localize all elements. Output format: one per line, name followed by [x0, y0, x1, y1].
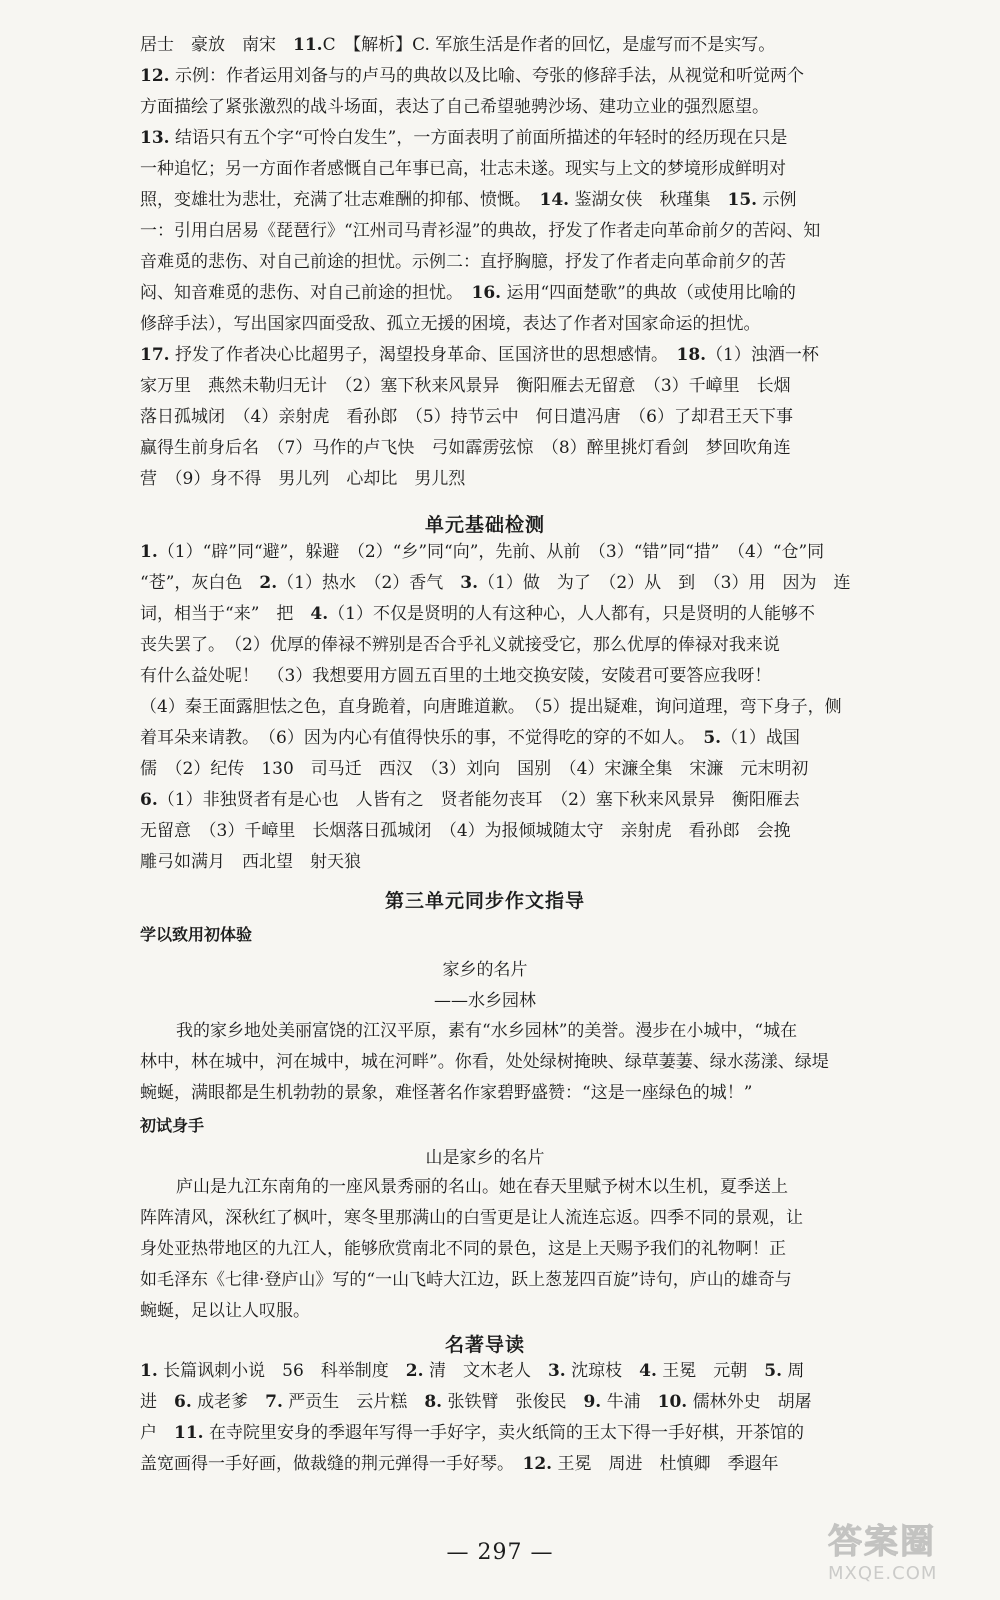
answers-block-unit-test [140, 537, 851, 878]
text-line: 赢得生前身后名 （7）马作的卢飞快 弓如霹雳弦惊 （8）醉里挑灯看剑 梦回吹角连 [140, 438, 791, 458]
text-line: “苍”，灰白色 2.（1）热水 （2）香气 3.（1）做 为了 （2）从 到 （3）用 因为 连 [140, 573, 851, 593]
heading-writing-guide: 第三单元同步作文指导 [384, 890, 585, 912]
subheading-try: 初试身手 [140, 1116, 205, 1135]
text-line: 一种追忆；另一方面作者感慨自己年事已高，壮志未遂。现实与上文的梦境形成鲜明对 [140, 159, 786, 179]
text-line: 盖宽画得一手好画，做裁缝的荆元弹得一手好琴。 12. 王冕 周进 杜慎卿 季遐年 [140, 1454, 779, 1474]
text-line: 进 6. 成老爹 7. 严贡生 云片糕 8. 张铁臂 张俊民 9. 牛浦 10. 儒林外史 胡屠 [140, 1392, 812, 1412]
heading-classics: 名著导读 [444, 1334, 525, 1356]
text-line: 阵阵清风，深秋红了枫叶，寒冬里那满山的白雪更是让人流连忘返。四季不同的景观，让 [140, 1208, 803, 1228]
text-line: 照，变雄壮为悲壮，充满了壮志难酬的抑郁、愤慨。 14. 鉴湖女侠 秋瑾集 15. 示例 [140, 190, 797, 210]
text-line: 我的家乡地处美丽富饶的江汉平原，素有“水乡园林”的美誉。漫步在小城中，“城在 [176, 1021, 798, 1041]
text-line: 13. 结语只有五个字“可怜白发生”，一方面表明了前面所描述的年轻时的经历现在只是 [140, 128, 788, 148]
text-line: 修辞手法），写出国家四面受敌、孤立无援的困境，表达了作者对国家命运的担忧。 [140, 314, 761, 334]
text-line: （4）秦王面露胆怯之色，直身跪着，向唐雎道歉。 （5）提出疑难，询问道理，弯下身子，侧 [140, 697, 842, 717]
text-line: 1.（1）“辟”同“避”，躲避 （2）“乡”同“向”，先前、从前 （3）“错”同“措” （4）“仓”同 [140, 542, 825, 562]
text-line: 林中，林在城中，河在城中，城在河畔”。你看，处处绿树掩映、绿草萋萋、绿水荡漾、绿堤 [140, 1052, 829, 1072]
watermark-text: 答案圈 [828, 1522, 936, 1562]
text-line: 音难觅的悲伤、对自己前途的担忧。示例二：直抒胸臆，抒发了作者走向革命前夕的苦 [140, 252, 786, 272]
subheading-apply: 学以致用初体验 [140, 925, 253, 944]
text-line: 蜿蜒，满眼都是生机勃勃的景象，难怪著名作家碧野盛赞：“这是一座绿色的城！” [140, 1083, 753, 1103]
heading-unit-test: 单元基础检测 [424, 514, 545, 536]
watermark-logo [828, 1514, 978, 1582]
text-line: 蜿蜒，足以让人叹服。 [140, 1301, 310, 1321]
text-line: 17. 抒发了作者决心比超男子，渴望投身革命、匡国济世的思想感情。 18.（1）浊酒一杯 [140, 345, 819, 365]
text-line: 家万里 燕然未勒归无计 （2）塞下秋来风景异 衡阳雁去无留意 （3）千嶂里 长烟 [140, 376, 791, 396]
essay1-subtitle: ——水乡园林 [434, 991, 536, 1011]
text-line: 一：引用白居易《琵琶行》“江州司马青衫湿”的典故，抒发了作者走向革命前夕的苦闷、知 [140, 221, 821, 241]
text-line: 词，相当于“来” 把 4.（1）不仅是贤明的人有这种心，人人都有，只是贤明的人能够不 [140, 604, 815, 624]
essay1-body [140, 1016, 830, 1109]
answers-block-classics [140, 1356, 830, 1480]
text-line: 方面描绘了紧张激烈的战斗场面，表达了自己希望驰骋沙场、建功立业的强烈愿望。 [140, 97, 769, 117]
text-line: 雕弓如满月 西北望 射天狼 [140, 852, 361, 872]
essay1-title: 家乡的名片 [442, 960, 528, 980]
text-line: 庐山是九江东南角的一座风景秀丽的名山。她在春天里赋予树木以生机，夏季送上 [176, 1177, 788, 1197]
text-line: 身处亚热带地区的九江人，能够欣赏南北不同的景色，这是上天赐予我们的礼物啊！正 [140, 1239, 786, 1259]
text-line: 无留意 （3）千嶂里 长烟落日孤城闭 （4）为报倾城随太守 亲射虎 看孙郎 会挽 [140, 821, 791, 841]
text-line: 6.（1）非独贤者有是心也 人皆有之 贤者能勿丧耳 （2）塞下秋来风景异 衡阳雁去 [140, 790, 800, 810]
text-line: 户 11. 在寺院里安身的季遐年写得一手好字，卖火纸筒的王太下得一手好棋，开茶馆的 [140, 1423, 804, 1443]
essay2-body [140, 1172, 830, 1327]
watermark-url: MXQE.COM [828, 1563, 938, 1584]
page-number: — 297 — [446, 1540, 554, 1565]
answers-block-unit3 [140, 30, 830, 495]
text-line: 闷、知音难觅的悲伤、对自己前途的担忧。 16. 运用“四面楚歌”的典故（或使用比喻的 [140, 283, 796, 303]
text-line: 儒 （2）纪传 130 司马迁 西汉 （3）刘向 国别 （4）宋濂全集 宋濂 元末明初 [140, 759, 809, 779]
text-line: 如毛泽东《七律·登庐山》写的“一山飞峙大江边，跃上葱茏四百旋”诗句，庐山的雄奇与 [140, 1270, 792, 1290]
text-line: 有什么益处呢！ （3）我想要用方圆五百里的土地交换安陵，安陵君可要答应我呀！ [140, 666, 772, 686]
text-line: 丧失罢了。 （2）优厚的俸禄不辨别是否合乎礼义就接受它，那么优厚的俸禄对我来说 [140, 635, 780, 655]
text-line: 营 （9）身不得 男儿列 心却比 男儿烈 [140, 469, 466, 489]
text-line: 1. 长篇讽刺小说 56 科举制度 2. 清 文木老人 3. 沈琼枝 4. 王冕 元朝 5. 周 [140, 1361, 805, 1381]
essay2-title: 山是家乡的名片 [425, 1148, 545, 1168]
text-line: 居士 豪放 南宋 11.C 【解析】C. 军旅生活是作者的回忆，是虚写而不是实写。 [140, 35, 776, 55]
text-line: 落日孤城闭 （4）亲射虎 看孙郎 （5）持节云中 何日遣冯唐 （6）了却君王天下事 [140, 407, 793, 427]
text-line: 着耳朵来请教。 （6）因为内心有值得快乐的事，不觉得吃的穿的不如人。 5.（1）战国 [140, 728, 800, 748]
text-line: 12. 示例：作者运用刘备与的卢马的典故以及比喻、夸张的修辞手法，从视觉和听觉两个 [140, 66, 804, 86]
